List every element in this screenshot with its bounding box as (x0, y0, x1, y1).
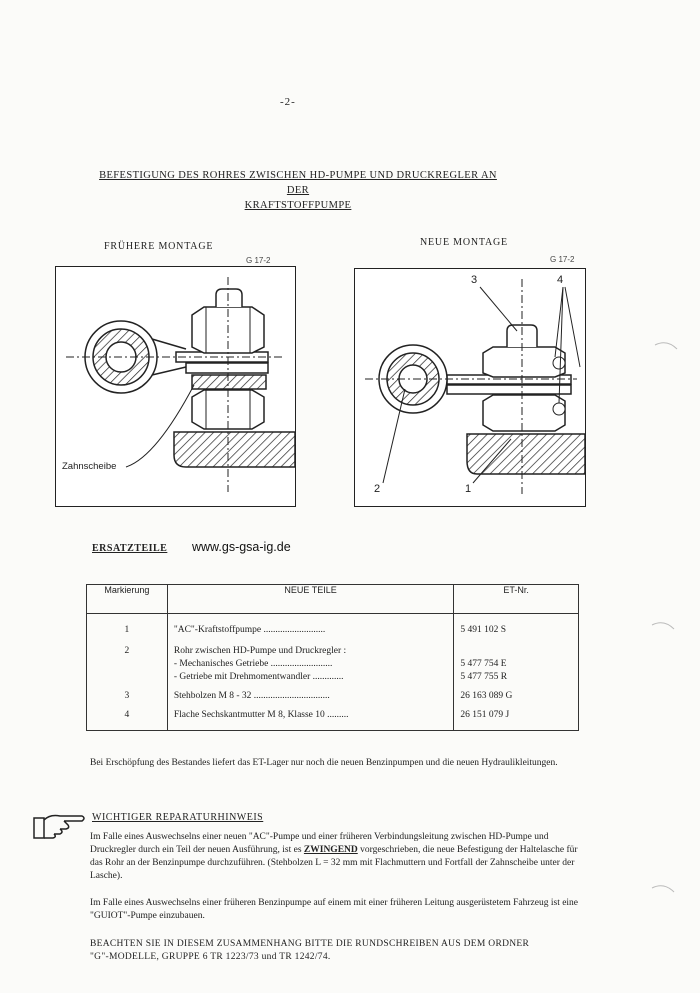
row-3-mark (87, 684, 168, 703)
figure-left-caption: FRÜHERE MONTAGE (104, 241, 214, 252)
callout-4: 4 (557, 274, 564, 286)
mark-value: 3 (124, 691, 130, 701)
title-line-2: KRAFTSTOFFPUMPE (244, 200, 352, 211)
col-et-nr: ET-Nr. (454, 585, 579, 614)
et-value: 26 163 089 G (460, 691, 513, 701)
final-note-line-1: BEACHTEN SIE IN DIESEM ZUSAMMENHANG BITTE DIE RUNDSCHREIBEN AUS DEM ORDNER (90, 939, 530, 949)
hint-paragraph-2: Im Falle eines Auswechselns einer früheren Benzinpumpe auf einem mit einer früheren Leitung ausgerüstetem Fahrzeug ist eine "GUIOT"-Pumpe einzubauen. (90, 898, 579, 921)
desc-line: Flache Sechskantmutter M 8, Klasse 10 ......... (173, 710, 349, 720)
row-2-et (454, 637, 579, 684)
section-ersatzteile: ERSATZTEILE (92, 543, 168, 554)
figure-right (354, 268, 586, 507)
figure-right-caption: NEUE MONTAGE (420, 237, 508, 248)
website-url: www.gs-gsa-ig.de (192, 540, 291, 554)
row-4-et (454, 703, 579, 731)
table-row (87, 637, 579, 684)
parts-table (86, 584, 579, 731)
callout-zahnscheibe: Zahnscheibe (62, 461, 117, 472)
hint-paragraph-1 (90, 831, 580, 883)
figure-right-ref: G 17-2 (550, 255, 575, 264)
table-row (87, 614, 579, 638)
row-4-desc (167, 703, 453, 731)
hint-p1-emph: ZWINGEND (303, 845, 358, 855)
mark-value: 2 (124, 646, 130, 656)
desc-line: Rohr zwischen HD-Pumpe und Druckregler : (173, 646, 347, 656)
row-1-et (454, 614, 579, 638)
page-title (92, 168, 504, 213)
stock-note: Bei Erschöpfung des Bestandes liefert das ET-Lager nur noch die neuen Benzinpumpen und die neuen Hydraulikleitungen. (90, 758, 558, 768)
desc-line: - Mechanisches Getriebe .......................... (173, 659, 333, 669)
title-line-1: BEFESTIGUNG DES ROHRES ZWISCHEN HD-PUMPE UND DRUCKREGLER AN DER (99, 170, 497, 196)
row-3-desc (167, 684, 453, 703)
col-neue-teile: NEUE TEILE (167, 585, 453, 614)
desc-line: Stehbolzen M 8 - 32 ................................ (173, 691, 330, 701)
et-value: 5 491 102 S (460, 625, 506, 635)
callout-3: 3 (471, 274, 478, 286)
page-number: -2- (280, 96, 296, 108)
row-4-mark (87, 703, 168, 731)
row-1-mark (87, 614, 168, 638)
callout-2: 2 (374, 483, 381, 495)
row-1-desc (167, 614, 453, 638)
et-value: 26 151 079 J (460, 710, 510, 720)
pointing-hand-icon (30, 810, 88, 842)
final-note (90, 938, 570, 964)
row-2-desc (167, 637, 453, 684)
et-value (460, 645, 572, 658)
mark-value: 4 (124, 710, 130, 720)
desc-line: "AC"-Kraftstoffpumpe .......................... (173, 625, 326, 635)
callout-1: 1 (465, 483, 472, 495)
table-row (87, 703, 579, 731)
table-header-row (87, 585, 579, 614)
et-value: 5 477 754 E (460, 659, 507, 669)
desc-line: - Getriebe mit Drehmomentwandler ............. (173, 672, 344, 682)
row-2-mark (87, 637, 168, 684)
col-markierung: Markierung (87, 585, 168, 614)
hint-title: WICHTIGER REPARATURHINWEIS (92, 812, 264, 823)
new-mounting-drawing (355, 269, 585, 506)
mark-value: 1 (124, 625, 130, 635)
hint-p1-after: vorgeschrieben, die neue Befestigung der Haltelasche für das Rohr an der Benzinpumpe durchzuführen. (Stehbolzen L = 32 mm mit Flachmuttern und Fortfall der Zahnscheibe unter der Lasche). (90, 845, 578, 881)
table-row (87, 684, 579, 703)
figure-left-ref: G 17-2 (246, 256, 271, 265)
final-note-line-2: "G"-MODELLE, GRUPPE 6 TR 1223/73 und TR 1242/74. (90, 952, 331, 962)
hint-p1-before: Im Falle eines Auswechselns einer neuen "AC"-Pumpe und einer früheren Verbindungsleitung zwischen HD-Pumpe und Druckregler durch ein Teil der neuen Ausführung, ist es (90, 832, 549, 855)
et-value: 5 477 755 R (460, 672, 508, 682)
row-3-et (454, 684, 579, 703)
